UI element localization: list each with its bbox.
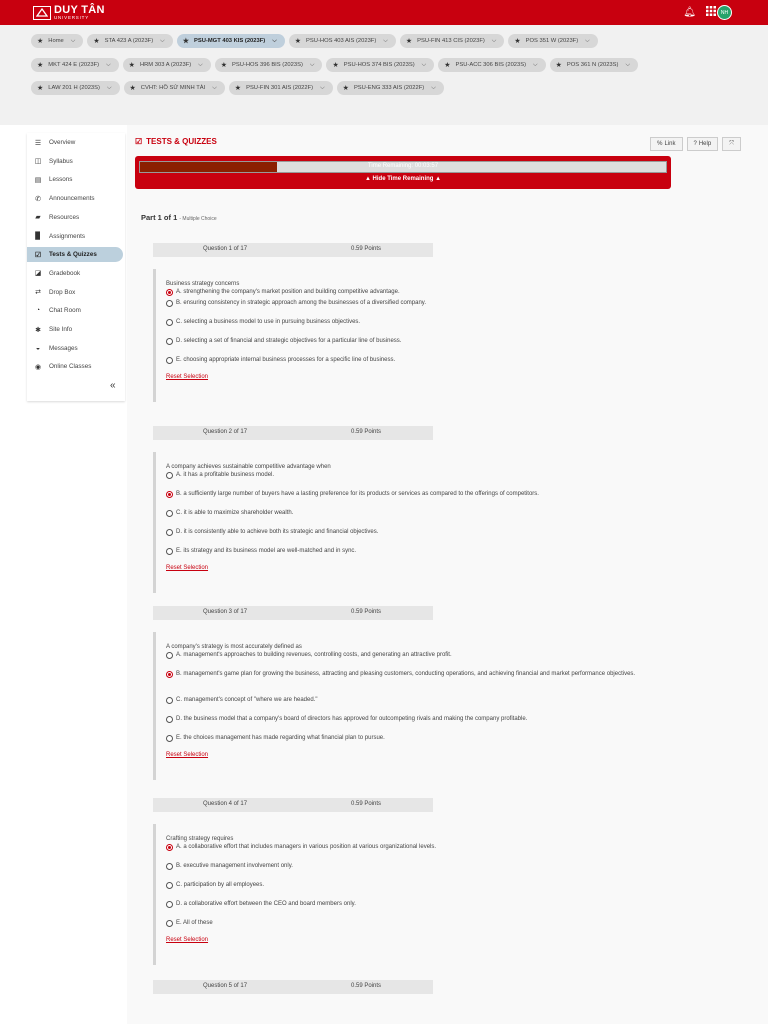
sidebar-item-label: Tests & Quizzes bbox=[49, 251, 97, 259]
exchange-icon: ⇄ bbox=[35, 289, 41, 297]
question-points: 0.59 Points bbox=[351, 429, 382, 435]
chevron-down-icon[interactable]: ⌵ bbox=[431, 84, 436, 91]
site-tab-label: Home bbox=[48, 38, 64, 44]
logo-title: DUY TÂN bbox=[54, 4, 105, 16]
chevron-down-icon[interactable]: ⌵ bbox=[106, 61, 111, 68]
site-tab[interactable] bbox=[177, 34, 285, 48]
sidebar-item-label: Resources bbox=[49, 213, 80, 221]
question-points: 0.59 Points bbox=[351, 801, 382, 807]
logo-subtitle: UNIVERSITY bbox=[54, 15, 90, 20]
top-header bbox=[0, 0, 768, 25]
star-icon[interactable]: ★ bbox=[182, 38, 189, 45]
answer-option-label: A. it has a profitable business model. bbox=[176, 472, 275, 478]
site-tab-label: MKT 424 E (2023F) bbox=[48, 62, 100, 68]
site-tab-label: HRM 303 A (2023F) bbox=[139, 62, 192, 68]
question-number: Question 5 of 17 bbox=[203, 983, 248, 989]
answer-option-label: E. All of these bbox=[176, 920, 213, 926]
help-label: Help bbox=[698, 141, 712, 147]
radio-button[interactable] bbox=[166, 529, 173, 536]
sidebar-item-label: Online Classes bbox=[49, 363, 92, 371]
list-icon: ☰ bbox=[34, 139, 42, 147]
checkbox-icon: ☑ bbox=[135, 137, 143, 146]
star-icon[interactable]: ★ bbox=[234, 85, 242, 92]
question-header bbox=[153, 606, 433, 620]
site-tab-label: CVHT: HỒ SỬ MINH TÀI bbox=[140, 85, 206, 91]
answer-option-label: E. the choices management has made regarding what financial plan to pursue. bbox=[176, 735, 385, 741]
chevron-down-icon[interactable]: ⌵ bbox=[491, 37, 497, 44]
clipboard-icon: ▉ bbox=[35, 233, 41, 240]
star-icon[interactable]: ★ bbox=[294, 38, 302, 45]
answer-option-label: D. a collaborative effort between the CEO and board members only. bbox=[176, 901, 356, 907]
radio-button[interactable] bbox=[166, 716, 173, 723]
question-number: Question 1 of 17 bbox=[203, 246, 248, 252]
tool-sidebar bbox=[27, 133, 125, 401]
site-tab-label: POS 361 N (2023S) bbox=[566, 62, 619, 68]
answer-option[interactable] bbox=[166, 652, 706, 659]
checkbox-icon: ☑ bbox=[34, 251, 42, 259]
sidebar-item[interactable] bbox=[27, 359, 123, 374]
answer-option-label: B. a sufficiently large number of buyers have a lasting preference for its products or services as compared to the offerings of competitors. bbox=[176, 491, 539, 497]
answer-option[interactable] bbox=[166, 716, 706, 723]
answer-option-label: A. a collaborative effort that includes managers in various position at various organizational levels. bbox=[176, 844, 437, 850]
answer-option[interactable] bbox=[166, 697, 706, 704]
sidebar-item[interactable] bbox=[27, 229, 123, 244]
sidebar-item-label: Assignments bbox=[49, 232, 86, 240]
radio-button[interactable] bbox=[166, 652, 173, 659]
timer-panel bbox=[135, 156, 671, 189]
sidebar-item[interactable] bbox=[27, 154, 123, 169]
answer-option[interactable] bbox=[166, 882, 706, 889]
answer-option-label: E. its strategy and its business model are well-matched and in sync. bbox=[176, 548, 357, 554]
radio-button[interactable] bbox=[166, 300, 173, 307]
chevron-down-icon[interactable]: ⌵ bbox=[320, 84, 325, 91]
question-points: 0.59 Points bbox=[351, 983, 382, 989]
site-tab[interactable] bbox=[124, 81, 225, 95]
part-subtitle: - Multiple Choice bbox=[179, 216, 217, 222]
sidebar-item[interactable] bbox=[27, 266, 123, 281]
radio-button[interactable] bbox=[166, 882, 173, 889]
radio-button[interactable] bbox=[166, 510, 173, 517]
star-icon[interactable]: ★ bbox=[342, 85, 349, 92]
site-nav-row-1 bbox=[31, 34, 598, 48]
question-body bbox=[153, 269, 753, 402]
notifications-bell-icon[interactable]: 🔔︎ bbox=[683, 7, 696, 18]
question-text: A company's strategy is most accurately defined as bbox=[166, 644, 302, 650]
site-tab[interactable] bbox=[87, 34, 172, 48]
sidebar-item-label: Chat Room bbox=[49, 307, 81, 315]
question-body bbox=[153, 824, 753, 965]
answer-option[interactable] bbox=[166, 548, 706, 555]
site-tab-label: PSU-HOS 403 AIS (2023F) bbox=[306, 38, 377, 44]
sidebar-item[interactable] bbox=[27, 303, 123, 318]
radio-button[interactable] bbox=[166, 863, 173, 870]
answer-option[interactable] bbox=[166, 671, 706, 678]
radio-button[interactable] bbox=[166, 920, 173, 927]
folder-icon: ▰ bbox=[35, 214, 41, 222]
inbox-icon: ◒ bbox=[35, 344, 41, 352]
question-number: Question 3 of 17 bbox=[203, 609, 248, 615]
star-icon[interactable]: ★ bbox=[332, 62, 339, 69]
radio-button[interactable] bbox=[166, 289, 173, 296]
sidebar-item[interactable] bbox=[27, 135, 123, 150]
site-tab-label: PSU-ACC 306 BIS (2023S) bbox=[455, 62, 527, 68]
star-icon[interactable]: ★ bbox=[37, 85, 44, 92]
answer-option-label: A. strengthening the company's market position and building competitive advantage. bbox=[176, 289, 400, 295]
radio-button[interactable] bbox=[166, 338, 173, 345]
answer-option[interactable] bbox=[166, 300, 706, 307]
answer-option[interactable] bbox=[166, 319, 706, 326]
star-icon[interactable]: ★ bbox=[405, 38, 413, 45]
site-tab-label: STA 423 A (2023F) bbox=[104, 38, 154, 44]
gradebook-icon: ◪ bbox=[34, 270, 42, 278]
star-icon[interactable]: ★ bbox=[37, 62, 44, 69]
site-tab[interactable] bbox=[550, 58, 638, 72]
expand-icon: ⤧ bbox=[729, 140, 734, 147]
sidebar-item-label: Messages bbox=[49, 344, 78, 352]
question-header bbox=[153, 798, 433, 812]
answer-option[interactable] bbox=[166, 357, 706, 364]
site-tab[interactable] bbox=[123, 58, 211, 72]
site-tab-label: PSU-HOS 396 BIS (2023S) bbox=[232, 62, 303, 68]
site-tab[interactable] bbox=[31, 81, 120, 95]
radio-button[interactable] bbox=[166, 697, 173, 704]
answer-option[interactable] bbox=[166, 735, 706, 742]
star-icon[interactable]: ★ bbox=[129, 85, 136, 92]
answer-option[interactable] bbox=[166, 510, 706, 517]
star-icon[interactable]: ★ bbox=[128, 62, 135, 69]
answer-option-label: C. it is able to maximize shareholder wealth. bbox=[176, 510, 294, 516]
answer-option-label: C. selecting a business model to use in pursuing business objectives. bbox=[176, 319, 361, 325]
answer-option-label: A. management's approaches to building revenues, controlling costs, and generating an attractive profit. bbox=[176, 652, 452, 658]
site-tab[interactable] bbox=[289, 34, 396, 48]
link-icon: % bbox=[657, 141, 663, 147]
sidebar-item-label: Overview bbox=[49, 139, 76, 146]
document-icon: ▤ bbox=[34, 176, 42, 184]
question-number: Question 2 of 17 bbox=[203, 429, 248, 435]
tool-title-label: TESTS & QUIZZES bbox=[146, 137, 217, 146]
chevron-down-icon[interactable]: ⌵ bbox=[309, 61, 315, 68]
reset-selection-link[interactable]: Reset Selection bbox=[166, 565, 209, 571]
user-avatar[interactable]: NH bbox=[717, 5, 732, 20]
apps-grid-icon[interactable] bbox=[706, 6, 716, 19]
question-points: 0.59 Points bbox=[351, 246, 382, 252]
question-points: 0.59 Points bbox=[351, 609, 382, 615]
sidebar-item[interactable] bbox=[27, 247, 123, 262]
radio-button[interactable] bbox=[166, 357, 173, 364]
answer-option[interactable] bbox=[166, 901, 706, 908]
answer-option[interactable] bbox=[166, 529, 706, 536]
site-tab[interactable] bbox=[31, 58, 119, 72]
answer-option-label: E. choosing appropriate internal business processes for a specific line of business. bbox=[176, 357, 396, 363]
chevron-down-icon[interactable]: ⌵ bbox=[198, 61, 203, 68]
sidebar-item-label: Drop Box bbox=[49, 288, 76, 296]
site-tab-label: PSU-HOS 374 BIS (2023S) bbox=[343, 62, 415, 68]
question-body bbox=[153, 452, 753, 593]
site-tab[interactable] bbox=[229, 81, 333, 95]
reset-selection-link[interactable]: Reset Selection bbox=[166, 937, 209, 943]
site-tab-label: PSU-ENG 333 AIS (2022F) bbox=[353, 85, 425, 91]
site-tab-label: PSU-FIN 301 AIS (2022F) bbox=[246, 85, 314, 91]
answer-option[interactable] bbox=[166, 920, 706, 927]
tool-title bbox=[135, 137, 217, 146]
radio-button[interactable] bbox=[166, 671, 173, 678]
site-tab-label: PSU-FIN 413 CIS (2023F) bbox=[417, 38, 485, 44]
site-tab[interactable] bbox=[400, 34, 505, 48]
reset-selection-link[interactable]: Reset Selection bbox=[166, 752, 209, 758]
site-navigation bbox=[0, 25, 768, 125]
radio-button[interactable] bbox=[166, 472, 173, 479]
site-tab-label: LAW 201 H (2023S) bbox=[48, 85, 100, 91]
site-tab[interactable] bbox=[337, 81, 444, 95]
star-icon[interactable]: ★ bbox=[220, 62, 228, 69]
chevron-down-icon[interactable]: ⌵ bbox=[383, 37, 388, 44]
chevron-down-icon[interactable]: ⌵ bbox=[212, 84, 217, 91]
sidebar-item[interactable] bbox=[27, 322, 123, 337]
answer-option-label: B. management's game plan for growing the business, attracting and pleasing customers, conducting operations, and achieving financial and market performance objectives. bbox=[176, 671, 636, 677]
answer-option-label: C. participation by all employees. bbox=[176, 882, 265, 888]
chevron-down-icon[interactable]: ⌵ bbox=[533, 61, 538, 68]
site-tab[interactable] bbox=[31, 34, 83, 48]
book-icon: ◫ bbox=[34, 158, 42, 166]
radio-button[interactable] bbox=[166, 844, 173, 851]
chevron-down-icon[interactable]: ⌵ bbox=[106, 84, 112, 91]
help-button[interactable] bbox=[687, 137, 719, 151]
answer-option-label: B. executive management involvement only. bbox=[176, 863, 293, 869]
site-tab-label: PSU-MGT 403 KIS (2023F) bbox=[194, 38, 266, 44]
answer-option-label: D. it is consistently able to achieve both its strategic and financial objectives. bbox=[176, 529, 379, 535]
answer-option[interactable] bbox=[166, 472, 706, 479]
question-header bbox=[153, 980, 433, 994]
sidebar-item-label: Lessons bbox=[49, 176, 73, 184]
star-icon[interactable]: ★ bbox=[444, 62, 451, 69]
question-text: Business strategy concerns bbox=[166, 281, 240, 287]
site-tab[interactable] bbox=[508, 34, 597, 48]
radio-button[interactable] bbox=[166, 901, 173, 908]
sidebar-item-label: Gradebook bbox=[49, 269, 81, 277]
answer-option[interactable] bbox=[166, 844, 706, 851]
answer-option[interactable] bbox=[166, 338, 706, 345]
star-icon[interactable]: ★ bbox=[93, 38, 100, 45]
site-tab[interactable] bbox=[215, 58, 323, 72]
star-icon[interactable]: ★ bbox=[514, 38, 521, 45]
radio-button[interactable] bbox=[166, 548, 173, 555]
link-button[interactable] bbox=[650, 137, 682, 151]
chevron-down-icon[interactable]: ⌵ bbox=[625, 61, 631, 68]
radio-button[interactable] bbox=[166, 491, 173, 498]
star-icon[interactable]: ★ bbox=[555, 62, 562, 69]
time-progress-bar bbox=[139, 161, 667, 173]
sidebar-item-label: Announcements bbox=[49, 195, 95, 203]
sidebar-item[interactable] bbox=[27, 191, 123, 206]
logo-emblem-icon bbox=[33, 6, 51, 20]
site-tab[interactable] bbox=[438, 58, 545, 72]
sidebar-item[interactable] bbox=[27, 210, 123, 225]
chevron-down-icon[interactable]: ⌵ bbox=[585, 37, 590, 44]
sidebar-item[interactable] bbox=[27, 341, 123, 356]
link-label: Link bbox=[664, 141, 676, 147]
answer-option[interactable] bbox=[166, 863, 706, 870]
fullscreen-button[interactable] bbox=[722, 137, 741, 151]
site-nav-row-3 bbox=[31, 81, 444, 95]
answer-option-label: D. the business model that a company's board of directors has approved for outcompeting rivals and making the company profitable. bbox=[176, 716, 528, 722]
globe-icon: ◉ bbox=[34, 363, 42, 371]
collapse-sidebar-button[interactable]: « bbox=[110, 380, 116, 391]
sidebar-item[interactable] bbox=[27, 172, 123, 187]
question-text: Crafting strategy requires bbox=[166, 836, 234, 842]
megaphone-icon: ✆ bbox=[35, 195, 41, 203]
answer-option-label: C. management's concept of "where we are headed." bbox=[176, 697, 318, 703]
site-nav-row-2 bbox=[31, 58, 638, 72]
site-tab[interactable] bbox=[326, 58, 434, 72]
answer-option-label: B. ensuring consistency in strategic approach among the businesses of a diversified company. bbox=[176, 300, 427, 306]
question-header bbox=[153, 243, 433, 257]
question-body bbox=[153, 632, 753, 780]
part-title: Part 1 of 1 bbox=[141, 213, 178, 222]
university-logo[interactable] bbox=[33, 5, 105, 21]
radio-button[interactable] bbox=[166, 319, 173, 326]
help-icon: ? bbox=[693, 141, 697, 147]
sidebar-item-label: Site Info bbox=[49, 326, 73, 333]
question-number: Question 4 of 17 bbox=[203, 801, 248, 807]
chevron-down-icon[interactable]: ⌵ bbox=[272, 37, 277, 44]
part-heading bbox=[141, 213, 217, 222]
sidebar-item[interactable] bbox=[27, 285, 123, 300]
gear-icon: ✱ bbox=[35, 326, 41, 334]
question-header bbox=[153, 426, 433, 440]
question-text: A company achieves sustainable competitive advantage when bbox=[166, 464, 331, 470]
sidebar-item-label: Syllabus bbox=[49, 157, 73, 165]
reset-selection-link[interactable]: Reset Selection bbox=[166, 374, 209, 380]
hide-time-remaining-button[interactable]: ▲ Hide Time Remaining ▲ bbox=[364, 176, 442, 182]
time-remaining-text: Time Remaining: 00:03:57 bbox=[367, 163, 439, 169]
star-icon[interactable]: ★ bbox=[37, 38, 44, 45]
chevron-down-icon[interactable]: ⌵ bbox=[70, 37, 76, 44]
answer-option-label: D. selecting a set of financial and strategic objectives for a particular line of business. bbox=[176, 338, 402, 344]
radio-button[interactable] bbox=[166, 735, 173, 742]
site-tab-label: POS 351 W (2023F) bbox=[525, 38, 579, 44]
chevron-down-icon[interactable]: ⌵ bbox=[421, 61, 427, 68]
answer-option[interactable] bbox=[166, 491, 706, 498]
chat-icon: ◔ bbox=[35, 307, 41, 315]
main-content bbox=[127, 125, 768, 1024]
chevron-down-icon[interactable]: ⌵ bbox=[160, 37, 165, 44]
answer-option[interactable] bbox=[166, 289, 706, 296]
